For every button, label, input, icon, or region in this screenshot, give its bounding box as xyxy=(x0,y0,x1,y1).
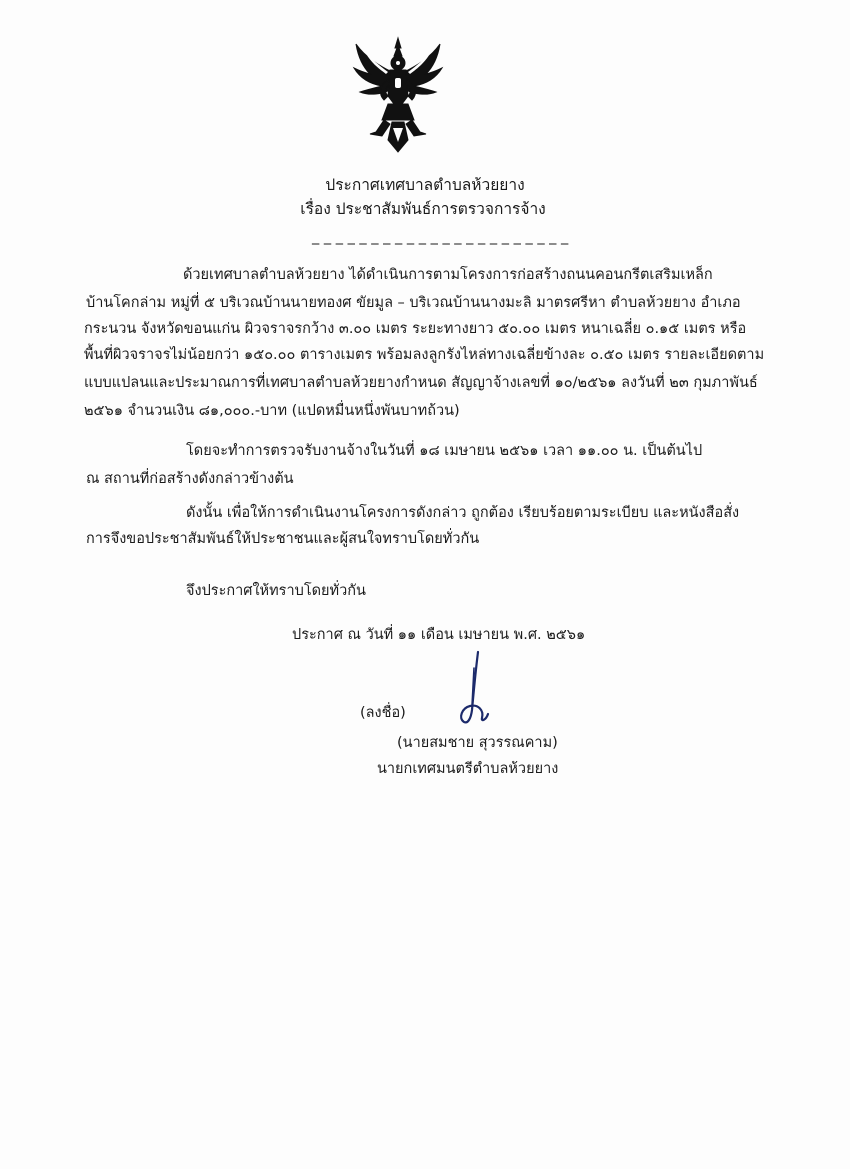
paragraph-3-line-1: ดังนั้น เพื่อให้การดำเนินงานโครงการดังกล่าว ถูกต้อง เรียบร้อยตามระเบียบ และหนังสือสั่ง xyxy=(186,505,740,521)
signature-label: (ลงชื่อ) xyxy=(360,705,406,721)
announcement-title: ประกาศเทศบาลตำบลห้วยยาง xyxy=(325,176,525,194)
handwritten-signature xyxy=(448,648,498,728)
garuda-emblem-icon xyxy=(352,36,444,154)
paragraph-2-line-1: โดยจะทำการตรวจรับงานจ้างในวันที่ ๑๘ เมษายน ๒๕๖๑ เวลา ๑๑.๐๐ น. เป็นต้นไป xyxy=(186,443,703,459)
paragraph-1-line-1: ด้วยเทศบาลตำบลห้วยยาง ได้ดำเนินการตามโครงการก่อสร้างถนนคอนกรีตเสริมเหล็ก xyxy=(183,267,713,283)
paragraph-1-line-2: บ้านโคกล่าม หมู่ที่ ๕ บริเวณบ้านนายทองศ ขัยมูล – บริเวณบ้านนางมะลิ มาตรศรีหา ตำบลห้วยยาง อำเภอ xyxy=(86,295,741,311)
paragraph-2-line-2: ณ สถานที่ก่อสร้างดังกล่าวข้างต้น xyxy=(86,471,294,487)
paragraph-1-line-3: กระนวน จังหวัดขอนแก่น ผิวจราจรกว้าง ๓.๐๐ เมตร ระยะทางยาว ๕๐.๐๐ เมตร หนาเฉลี่ย ๐.๑๕ เมตร หรือ xyxy=(84,321,747,337)
paragraph-3-line-2: การจึงขอประชาสัมพันธ์ให้ประชาชนและผู้สนใจทราบโดยทั่วกัน xyxy=(86,531,480,547)
paragraph-1-line-5: แบบแปลนและประมาณการที่เทศบาลตำบลห้วยยางกำหนด สัญญาจ้างเลขที่ ๑๐/๒๕๖๑ ลงวันที่ ๒๓ กุมภาพันธ์ xyxy=(84,375,758,391)
signatory-position: นายกเทศมนตรีตำบลห้วยยาง xyxy=(377,761,559,777)
separator-rule: _ _ _ _ _ _ _ _ _ _ _ _ _ _ _ _ _ _ _ _ _ _ xyxy=(312,229,569,245)
signatory-name: (นายสมชาย สุวรรณคาม) xyxy=(397,735,558,751)
announcement-date: ประกาศ ณ วันที่ ๑๑ เดือน เมษายน พ.ศ. ๒๕๖๑ xyxy=(292,627,586,643)
closing-statement: จึงประกาศให้ทราบโดยทั่วกัน xyxy=(186,583,366,599)
announcement-subject: เรื่อง ประชาสัมพันธ์การตรวจการจ้าง xyxy=(300,200,546,218)
paragraph-1-line-6: ๒๕๖๑ จำนวนเงิน ๘๑,๐๐๐.-บาท (แปดหมื่นหนึ่งพันบาทถ้วน) xyxy=(84,403,460,419)
paragraph-1-line-4: พื้นที่ผิวจราจรไม่น้อยกว่า ๑๕๐.๐๐ ตารางเมตร พร้อมลงลูกรังไหล่ทางเฉลี่ยข้างละ ๐.๕๐ เมตร รายละเอียดตาม xyxy=(84,347,765,363)
